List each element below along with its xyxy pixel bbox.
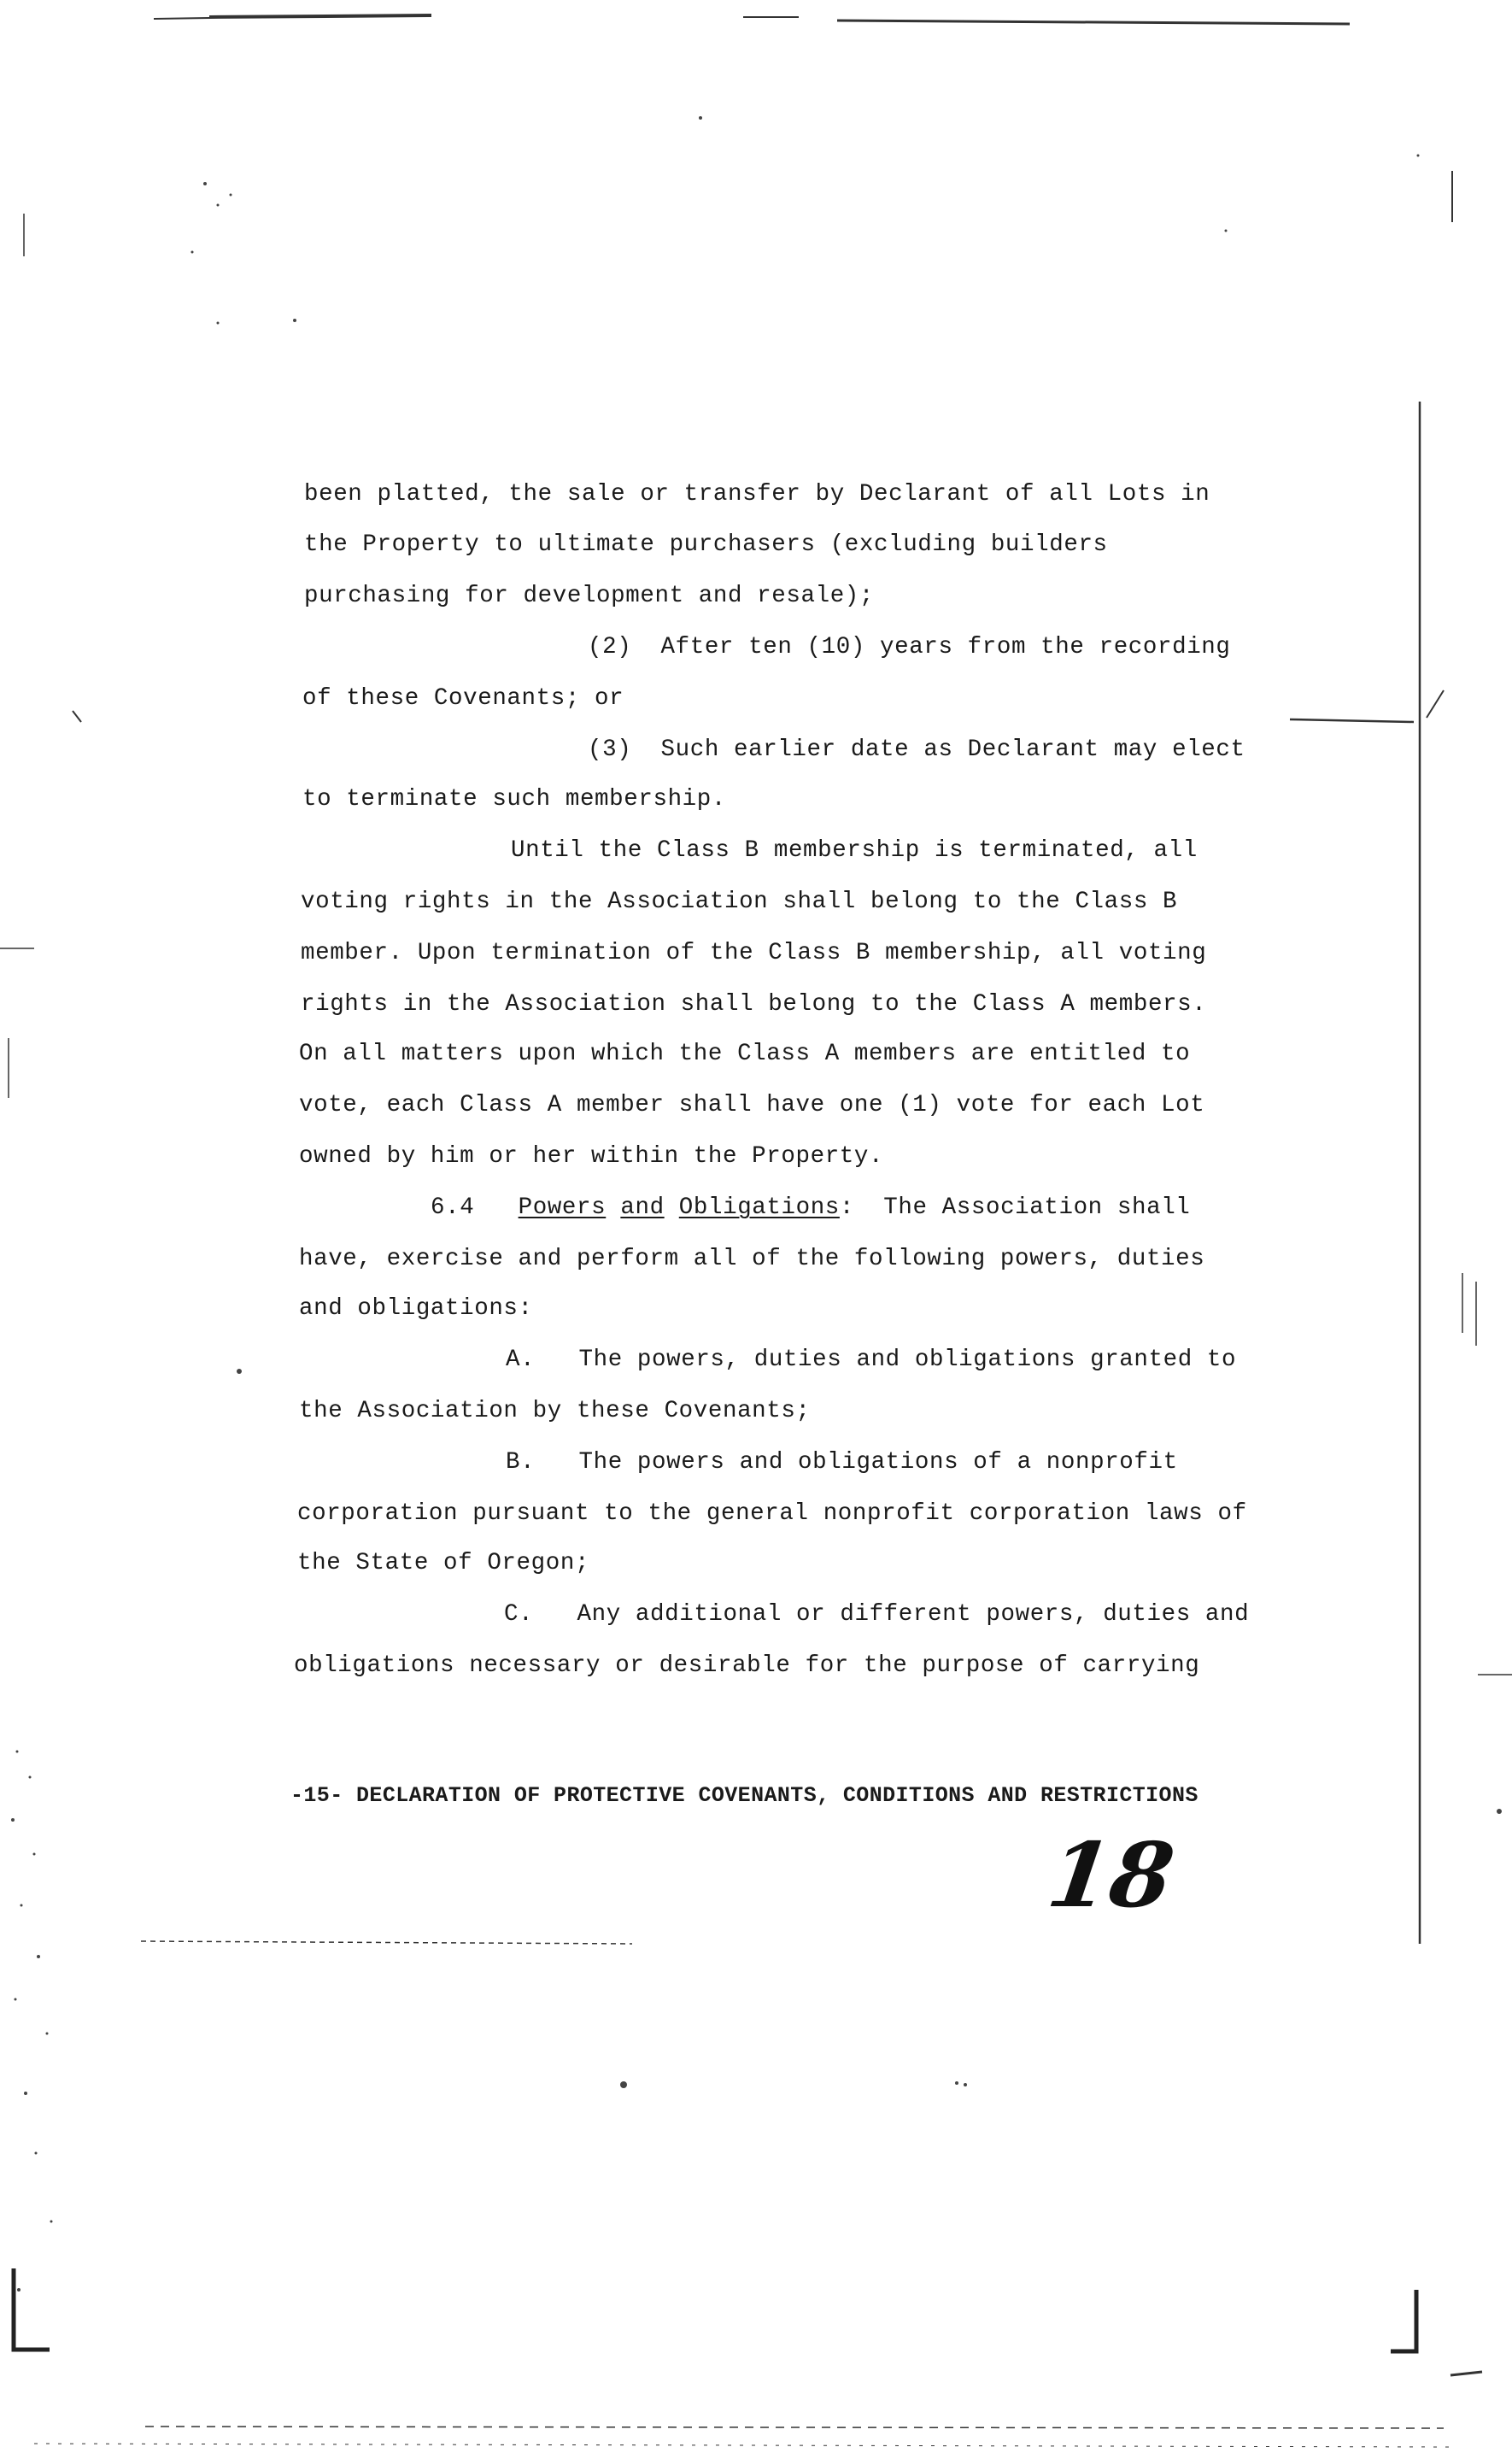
list-item-b: B. The powers and obligations of a nonprofit — [506, 1449, 1178, 1476]
text-line: (3) Such earlier date as Declarant may elect — [588, 736, 1245, 763]
text-line: vote, each Class A member shall have one (1) vote for each Lot — [299, 1092, 1205, 1118]
text-line: member. Upon termination of the Class B membership, all voting — [301, 940, 1207, 966]
section-title-and: and — [620, 1194, 665, 1221]
text-line: corporation pursuant to the general nonprofit corporation laws of — [297, 1500, 1247, 1527]
text-line: the Association by these Covenants; — [299, 1398, 811, 1424]
text-line: (2) After ten (10) years from the recording — [588, 634, 1231, 660]
text-line: the Property to ultimate purchasers (excluding builders — [304, 531, 1108, 558]
text-line: Until the Class B membership is terminated, all — [511, 837, 1198, 864]
list-item-c: C. Any additional or different powers, duties and — [504, 1601, 1250, 1628]
section-title-obligations: Obligations — [678, 1194, 840, 1221]
list-item-a: A. The powers, duties and obligations granted to — [506, 1347, 1237, 1373]
text-line: owned by him or her within the Property. — [299, 1143, 884, 1170]
section-intro: The Association shall — [883, 1194, 1191, 1221]
text-line: the State of Oregon; — [297, 1550, 590, 1576]
section-number: 6.4 — [431, 1194, 475, 1221]
text-line: obligations necessary or desirable for the purpose of carrying — [294, 1652, 1200, 1679]
text-line: purchasing for development and resale); — [304, 583, 875, 609]
text-line: On all matters upon which the Class A members are entitled to — [299, 1041, 1191, 1067]
text-line: and obligations: — [299, 1295, 533, 1322]
text-line: have, exercise and perform all of the following powers, duties — [299, 1246, 1205, 1272]
text-line: been platted, the sale or transfer by Declarant of all Lots in — [304, 481, 1210, 508]
text-line: of these Covenants; or — [302, 685, 624, 712]
page-footer: -15- DECLARATION OF PROTECTIVE COVENANTS, CONDITIONS AND RESTRICTIONS — [290, 1783, 1198, 1808]
text-line: voting rights in the Association shall belong to the Class B — [301, 889, 1178, 915]
text-line: to terminate such membership. — [302, 786, 726, 813]
section-heading — [431, 1194, 1190, 1222]
text-line: rights in the Association shall belong to the Class A members. — [301, 991, 1207, 1018]
handwritten-page-number: 18 — [1041, 1822, 1181, 1928]
section-title-powers: Powers — [518, 1194, 607, 1221]
section-colon: : — [839, 1194, 855, 1221]
